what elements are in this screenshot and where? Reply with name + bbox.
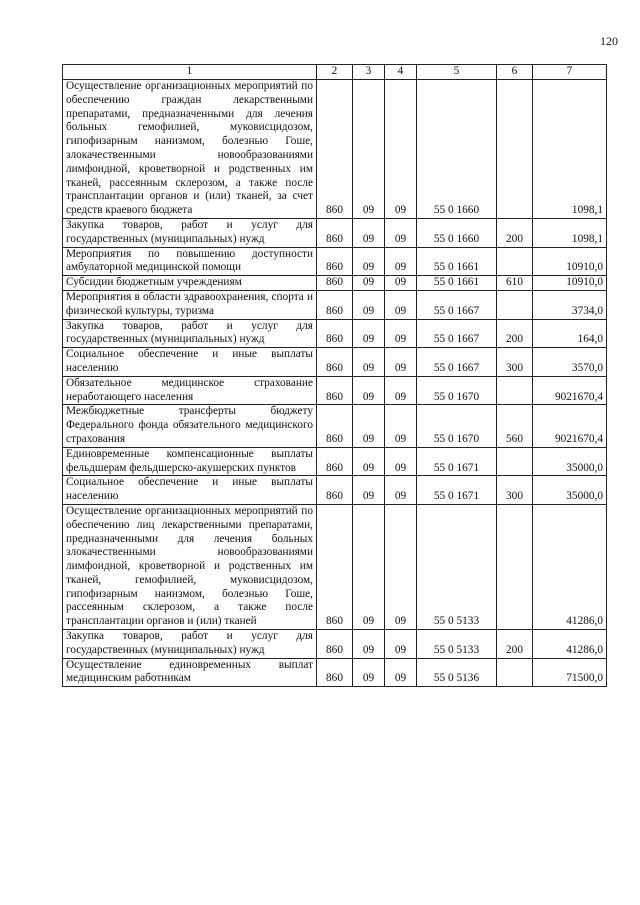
- row-expense-type-cell: [497, 80, 533, 219]
- row-name-cell: Социальное обеспечение и иные выплаты населению: [63, 348, 317, 377]
- row-subsection-cell: 09: [385, 80, 417, 219]
- row-target-article-cell: 55 0 1667: [417, 290, 497, 319]
- row-subsection-cell: 09: [385, 290, 417, 319]
- row-target-article-cell: 55 0 1661: [417, 247, 497, 276]
- header-cell-6: 6: [497, 65, 533, 80]
- page-number: 120: [600, 34, 618, 48]
- row-target-article-cell: 55 0 1660: [417, 218, 497, 247]
- row-admin-code-cell: 860: [317, 504, 353, 629]
- row-target-article-cell: 55 0 5133: [417, 504, 497, 629]
- row-amount-cell: 35000,0: [533, 447, 607, 476]
- row-subsection-cell: 09: [385, 405, 417, 447]
- row-amount-cell: 9021670,4: [533, 405, 607, 447]
- row-name-cell: Мероприятия по повышению доступности амбулаторной медицинской помощи: [63, 247, 317, 276]
- row-subsection-cell: 09: [385, 658, 417, 687]
- table-row: [63, 348, 607, 377]
- row-expense-type-cell: 560: [497, 405, 533, 447]
- header-cell-1: 1: [63, 65, 317, 80]
- row-expense-type-cell: [497, 247, 533, 276]
- row-admin-code-cell: 860: [317, 218, 353, 247]
- row-name-cell: Осуществление единовременных выплат медицинским работникам: [63, 658, 317, 687]
- row-target-article-cell: 55 0 1667: [417, 348, 497, 377]
- row-expense-type-cell: [497, 658, 533, 687]
- table-row: [63, 319, 607, 348]
- row-target-article-cell: 55 0 5136: [417, 658, 497, 687]
- row-admin-code-cell: 860: [317, 476, 353, 505]
- row-target-article-cell: 55 0 1670: [417, 405, 497, 447]
- table-row: [63, 405, 607, 447]
- row-target-article-cell: 55 0 1661: [417, 276, 497, 291]
- table-row: [63, 658, 607, 687]
- row-section-cell: 09: [353, 476, 385, 505]
- row-expense-type-cell: 300: [497, 348, 533, 377]
- row-section-cell: 09: [353, 80, 385, 219]
- row-subsection-cell: 09: [385, 276, 417, 291]
- row-expense-type-cell: 200: [497, 630, 533, 659]
- table-row: [63, 290, 607, 319]
- row-name-cell: Субсидии бюджетным учреждениям: [63, 276, 317, 291]
- row-expense-type-cell: 300: [497, 476, 533, 505]
- table-body: [63, 80, 607, 687]
- row-amount-cell: 164,0: [533, 319, 607, 348]
- row-section-cell: 09: [353, 376, 385, 405]
- row-amount-cell: 3734,0: [533, 290, 607, 319]
- row-expense-type-cell: [497, 290, 533, 319]
- header-cell-3: 3: [353, 65, 385, 80]
- row-amount-cell: 10910,0: [533, 276, 607, 291]
- row-subsection-cell: 09: [385, 247, 417, 276]
- row-section-cell: 09: [353, 658, 385, 687]
- row-subsection-cell: 09: [385, 476, 417, 505]
- row-admin-code-cell: 860: [317, 405, 353, 447]
- row-admin-code-cell: 860: [317, 658, 353, 687]
- row-amount-cell: 1098,1: [533, 218, 607, 247]
- row-name-cell: Закупка товаров, работ и услуг для государственных (муниципальных) нужд: [63, 218, 317, 247]
- row-name-cell: Закупка товаров, работ и услуг для государственных (муниципальных) нужд: [63, 319, 317, 348]
- row-admin-code-cell: 860: [317, 319, 353, 348]
- row-subsection-cell: 09: [385, 218, 417, 247]
- row-section-cell: 09: [353, 630, 385, 659]
- row-target-article-cell: 55 0 1670: [417, 376, 497, 405]
- row-name-cell: Обязательное медицинское страхование неработающего населения: [63, 376, 317, 405]
- table-row: [63, 630, 607, 659]
- row-section-cell: 09: [353, 247, 385, 276]
- table-row: [63, 476, 607, 505]
- row-section-cell: 09: [353, 290, 385, 319]
- row-name-cell: Закупка товаров, работ и услуг для государственных (муниципальных) нужд: [63, 630, 317, 659]
- row-admin-code-cell: 860: [317, 276, 353, 291]
- table-row: [63, 376, 607, 405]
- row-section-cell: 09: [353, 504, 385, 629]
- header-row: [63, 65, 607, 80]
- row-expense-type-cell: [497, 447, 533, 476]
- row-expense-type-cell: [497, 504, 533, 629]
- row-name-cell: Единовременные компенсационные выплаты фельдшерам фельдшерско-акушерских пунктов: [63, 447, 317, 476]
- row-name-cell: Социальное обеспечение и иные выплаты населению: [63, 476, 317, 505]
- row-subsection-cell: 09: [385, 447, 417, 476]
- row-amount-cell: 41286,0: [533, 504, 607, 629]
- row-subsection-cell: 09: [385, 630, 417, 659]
- row-section-cell: 09: [353, 447, 385, 476]
- row-name-cell: Межбюджетные трансферты бюджету Федерального фонда обязательного медицинского страхования: [63, 405, 317, 447]
- row-admin-code-cell: 860: [317, 376, 353, 405]
- table-row: [63, 218, 607, 247]
- header-cell-7: 7: [533, 65, 607, 80]
- row-section-cell: 09: [353, 218, 385, 247]
- row-admin-code-cell: 860: [317, 80, 353, 219]
- row-subsection-cell: 09: [385, 376, 417, 405]
- row-target-article-cell: 55 0 1667: [417, 319, 497, 348]
- row-admin-code-cell: 860: [317, 247, 353, 276]
- table-row: [63, 247, 607, 276]
- row-target-article-cell: 55 0 1660: [417, 80, 497, 219]
- row-amount-cell: 9021670,4: [533, 376, 607, 405]
- row-expense-type-cell: 200: [497, 218, 533, 247]
- row-target-article-cell: 55 0 1671: [417, 447, 497, 476]
- header-cell-4: 4: [385, 65, 417, 80]
- row-amount-cell: 10910,0: [533, 247, 607, 276]
- row-subsection-cell: 09: [385, 348, 417, 377]
- row-admin-code-cell: 860: [317, 630, 353, 659]
- row-target-article-cell: 55 0 5133: [417, 630, 497, 659]
- row-amount-cell: 1098,1: [533, 80, 607, 219]
- table-row: [63, 447, 607, 476]
- table-row: [63, 276, 607, 291]
- row-admin-code-cell: 860: [317, 290, 353, 319]
- row-subsection-cell: 09: [385, 504, 417, 629]
- row-admin-code-cell: 860: [317, 447, 353, 476]
- header-cell-5: 5: [417, 65, 497, 80]
- table-row: [63, 504, 607, 629]
- table-row: [63, 80, 607, 219]
- row-section-cell: 09: [353, 276, 385, 291]
- budget-table: [62, 64, 607, 687]
- row-section-cell: 09: [353, 319, 385, 348]
- row-admin-code-cell: 860: [317, 348, 353, 377]
- row-expense-type-cell: [497, 376, 533, 405]
- row-subsection-cell: 09: [385, 319, 417, 348]
- row-amount-cell: 71500,0: [533, 658, 607, 687]
- row-amount-cell: 3570,0: [533, 348, 607, 377]
- row-section-cell: 09: [353, 405, 385, 447]
- row-target-article-cell: 55 0 1671: [417, 476, 497, 505]
- row-section-cell: 09: [353, 348, 385, 377]
- row-amount-cell: 35000,0: [533, 476, 607, 505]
- row-name-cell: Осуществление организационных мероприятий по обеспечению лиц лекарственными препаратами, предназначенными для лечения больных злокачественными новообразованиями лимфоидной, кроветворной и родственных им тканей, гемофилией, муковисцидозом, гипофизарным нанизмом, болезнью Гоше, рассеянным склерозом, а также после трансплантации органов и (или) тканей: [63, 504, 317, 629]
- row-expense-type-cell: 200: [497, 319, 533, 348]
- row-amount-cell: 41286,0: [533, 630, 607, 659]
- header-cell-2: 2: [317, 65, 353, 80]
- row-name-cell: Осуществление организационных мероприятий по обеспечению граждан лекарственными препаратами, предназначенными для лечения больных гемофилией, муковисцидозом, гипофизарным нанизмом, болезнью Гоше, злокачественными новообразованиями лимфоидной, кроветворной и родственных им тканей, рассеянным склерозом, а также после трансплантации органов и (или) тканей, за счет средств краевого бюджета: [63, 80, 317, 219]
- row-expense-type-cell: 610: [497, 276, 533, 291]
- row-name-cell: Мероприятия в области здравоохранения, спорта и физической культуры, туризма: [63, 290, 317, 319]
